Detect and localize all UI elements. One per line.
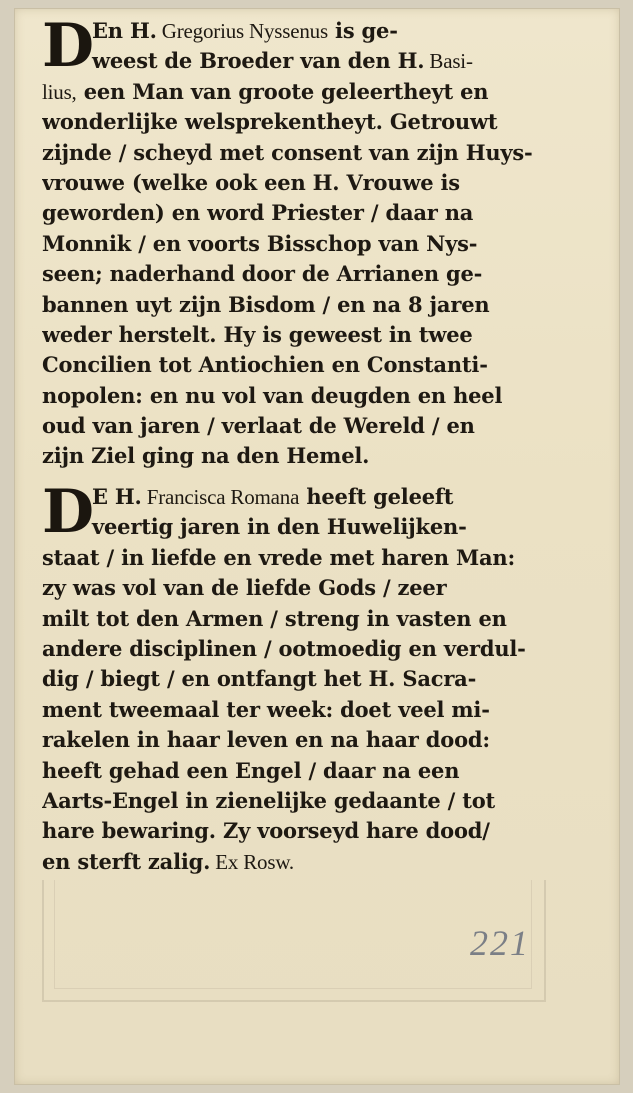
paragraph-gregorius [42,11,594,472]
text-line: hare bewaring. Zy voorseyd hare dood/ [42,818,490,844]
text-line: zijn Ziel ging na den Hemel. [42,443,370,469]
text-line: weest de Broeder van den H. Basi- [92,48,473,74]
text-line: Monnik / en voorts Bisschop van Nys- [42,230,478,256]
text-line: wonderlijke welsprekentheyt. Getrouwt [42,109,498,135]
text-line: zy was vol van de liefde Gods / zeer [42,575,447,601]
dropcap: D [42,477,95,547]
text-line: ment tweemaal ter week: doet veel mi- [42,696,490,722]
dropcap: D [42,11,95,81]
text-line: zijnde / scheyd met consent van zijn Huys- [42,139,533,165]
text-line: heeft gehad een Engel / daar na een [42,757,460,783]
text-line: seen; naderhand door de Arrianen ge- [42,261,483,287]
text-line: En H. Gregorius Nyssenus is ge- [92,18,398,43]
text-line: andere disciplinen / ootmoedig en verdul- [42,635,526,661]
text-line: en sterft zalig. Ex Rosw. [42,848,294,874]
text-line: nopolen: en nu vol van deugden en heel [42,382,503,408]
text-line: lius, een Man van groote geleertheyt en [42,78,489,104]
paragraph-francisca [42,477,594,877]
text-line: bannen uyt zijn Bisdom / en na 8 jaren [42,291,490,317]
text-line: E H. Francisca Romana heeft geleeft [92,484,454,509]
text-line: rakelen in haar leven en na haar dood: [42,727,490,753]
text-line: milt tot den Armen / streng in vasten en [42,605,507,631]
text-line: Concilien tot Antiochien en Constanti- [42,352,488,378]
text-line: dig / biegt / en ontfangt het H. Sacra- [42,666,477,692]
show-through-frame-inner [54,880,532,989]
text-line: geworden) en word Priester / daar na [42,200,474,226]
text-line: vrouwe (welke ook een H. Vrouwe is [42,169,460,195]
text-line: veertig jaren in den Huwelijken- [92,514,467,540]
text-line: staat / in liefde en vrede met haren Man: [42,544,516,570]
text-line: weder herstelt. Hy is geweest in twee [42,321,473,347]
page-number: 221 [470,923,530,963]
text-line: Aarts-Engel in zienelijke gedaante / tot [42,787,496,813]
text-line: oud van jaren / verlaat de Wereld / en [42,413,475,439]
